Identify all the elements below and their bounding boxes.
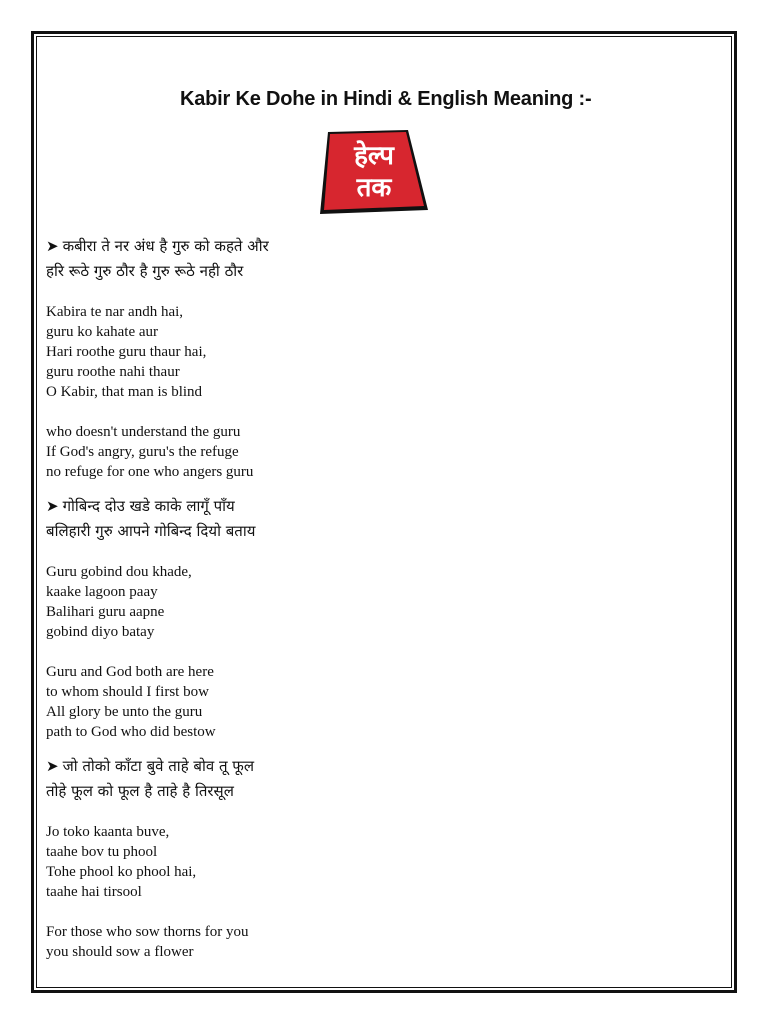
- doha-2: [46, 494, 686, 742]
- meaning-line: to whom should I first bow: [46, 684, 209, 700]
- transliteration-line: gobind diyo batay: [46, 624, 155, 640]
- transliteration-line: Hari roothe guru thaur hai,: [46, 344, 207, 360]
- doha-hindi-line: हरि रूठे गुरु ठौर है गुरु रूठे नही ठौर: [46, 262, 244, 280]
- doha-3: [46, 754, 686, 962]
- transliteration-line: kaake lagoon paay: [46, 584, 158, 600]
- transliteration-line: Jo toko kaanta buve,: [46, 824, 170, 840]
- arrow-bullet-icon: ➤: [46, 237, 59, 255]
- meaning-line: If God's angry, guru's the refuge: [46, 444, 239, 460]
- dohe-content: [46, 234, 686, 962]
- transliteration-line: guru roothe nahi thaur: [46, 364, 180, 380]
- help-tak-logo: [314, 128, 430, 216]
- transliteration-line: taahe bov tu phool: [46, 844, 158, 860]
- doha-hindi-line: ➤ कबीरा ते नर अंध है गुरु को कहते और: [46, 237, 269, 255]
- svg-text:हेल्प: हेल्प: [354, 141, 394, 171]
- doha-hindi-line: बलिहारी गुरु आपने गोबिन्द दियो बताय: [46, 522, 256, 540]
- transliteration-line: O Kabir, that man is blind: [46, 384, 203, 400]
- page-title: Kabir Ke Dohe in Hindi & English Meaning :-: [180, 88, 592, 110]
- transliteration-line: guru ko kahate aur: [46, 324, 159, 340]
- meaning-line: Guru and God both are here: [46, 664, 214, 680]
- transliteration-line: Tohe phool ko phool hai,: [46, 864, 197, 880]
- transliteration-line: Balihari guru aapne: [46, 604, 165, 620]
- meaning-line: For those who sow thorns for you: [46, 924, 249, 940]
- meaning-line: All glory be unto the guru: [46, 704, 203, 720]
- meaning-line: no refuge for one who angers guru: [46, 464, 254, 480]
- svg-text:तक: तक: [356, 173, 392, 203]
- transliteration-line: Guru gobind dou khade,: [46, 564, 192, 580]
- doha-hindi-line: ➤ जो तोको काँटा बुवे ताहे बोव तू फूल: [46, 757, 255, 775]
- arrow-bullet-icon: ➤: [46, 497, 59, 515]
- meaning-line: path to God who did bestow: [46, 724, 216, 740]
- doha-hindi-line: ➤ गोबिन्द दोउ खडे काके लागूँ पाँय: [46, 497, 235, 515]
- transliteration-line: taahe hai tirsool: [46, 884, 142, 900]
- doha-1: [46, 234, 686, 482]
- arrow-bullet-icon: ➤: [46, 757, 59, 775]
- transliteration-line: Kabira te nar andh hai,: [46, 304, 184, 320]
- doha-hindi-line: तोहे फूल को फूल है ताहे है तिरसूल: [46, 782, 234, 800]
- meaning-line: you should sow a flower: [46, 944, 194, 960]
- meaning-line: who doesn't understand the guru: [46, 424, 241, 440]
